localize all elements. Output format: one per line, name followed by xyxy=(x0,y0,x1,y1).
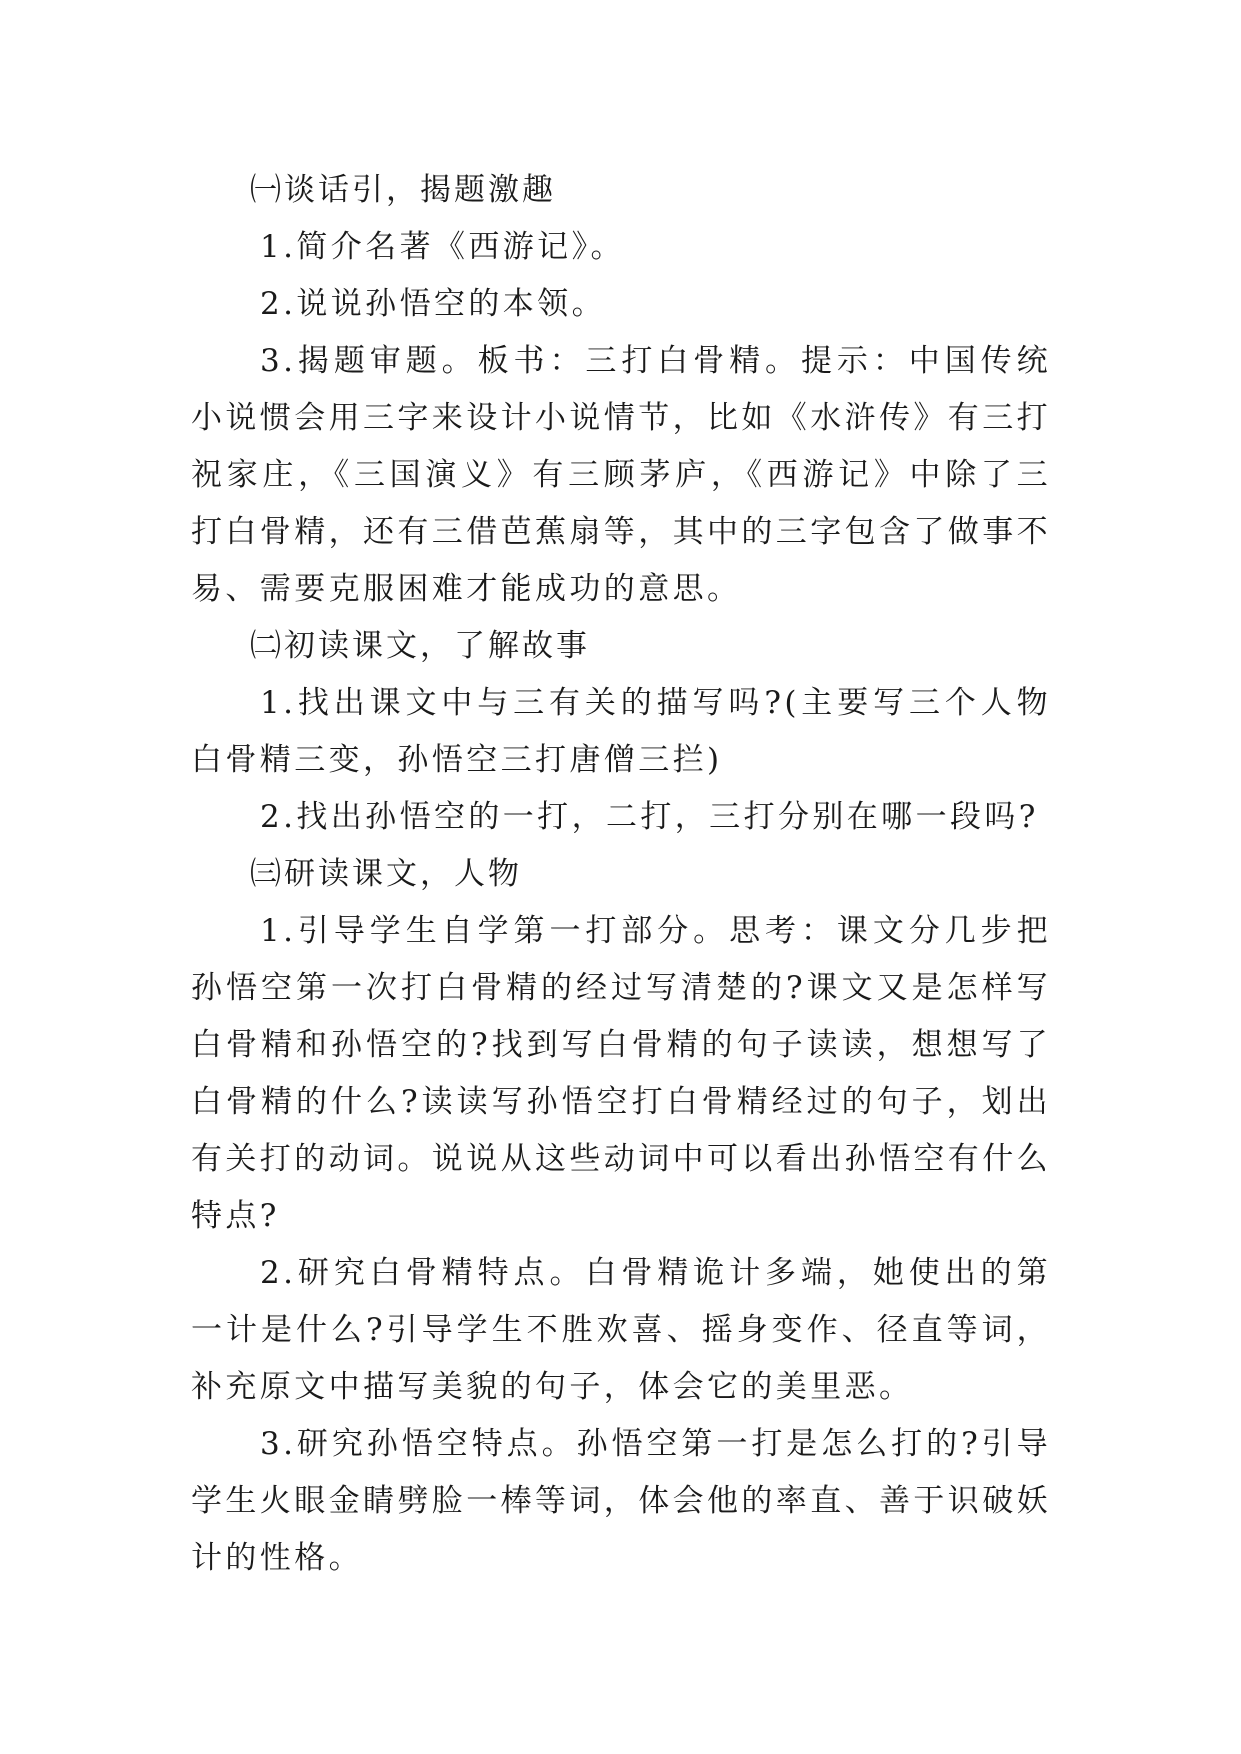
paragraph-3-3: 3.研究孙悟空特点。孙悟空第一打是怎么打的?引导学生火眼金睛劈脸一棒等词，体会他的率直、善于识破妖计的性格。 xyxy=(191,1426,1051,1576)
section-heading-2: ㈡初读课文，了解故事 xyxy=(250,628,590,664)
paragraph-1-1: 1.简介名著《西游记》。 xyxy=(260,229,625,265)
paragraph-1-3: 3.揭题审题。板书：三打白骨精。提示：中国传统小说惯会用三字来设计小说情节，比如《水浒传》有三打祝家庄，《三国演义》有三顾茅庐，《西游记》中除了三打白骨精，还有三借芭蕉扇等，其中的三字包含了做事不易、需要克服困难才能成功的意思。 xyxy=(191,343,1051,607)
document-body xyxy=(191,162,1051,1587)
paragraph-1-2: 2.说说孙悟空的本领。 xyxy=(260,286,606,322)
paragraph-3-2: 2.研究白骨精特点。白骨精诡计多端，她使出的第一计是什么?引导学生不胜欢喜、摇身变作、径直等词，补充原文中描写美貌的句子，体会它的美里恶。 xyxy=(191,1255,1051,1405)
section-heading-3: ㈢研读课文，人物 xyxy=(250,856,522,892)
paragraph-2-2: 2.找出孙悟空的一打，二打，三打分别在哪一段吗? xyxy=(260,799,1039,835)
paragraph-3-1: 1.引导学生自学第一打部分。思考：课文分几步把孙悟空第一次打白骨精的经过写清楚的?课文又是怎样写白骨精和孙悟空的?找到写白骨精的句子读读，想想写了白骨精的什么?读读写孙悟空打白骨精经过的句子，划出有关打的动词。说说从这些动词中可以看出孙悟空有什么特点? xyxy=(191,913,1051,1234)
section-heading-1: ㈠谈话引，揭题激趣 xyxy=(250,172,556,208)
paragraph-2-1: 1.找出课文中与三有关的描写吗?(主要写三个人物白骨精三变，孙悟空三打唐僧三拦) xyxy=(191,685,1051,778)
